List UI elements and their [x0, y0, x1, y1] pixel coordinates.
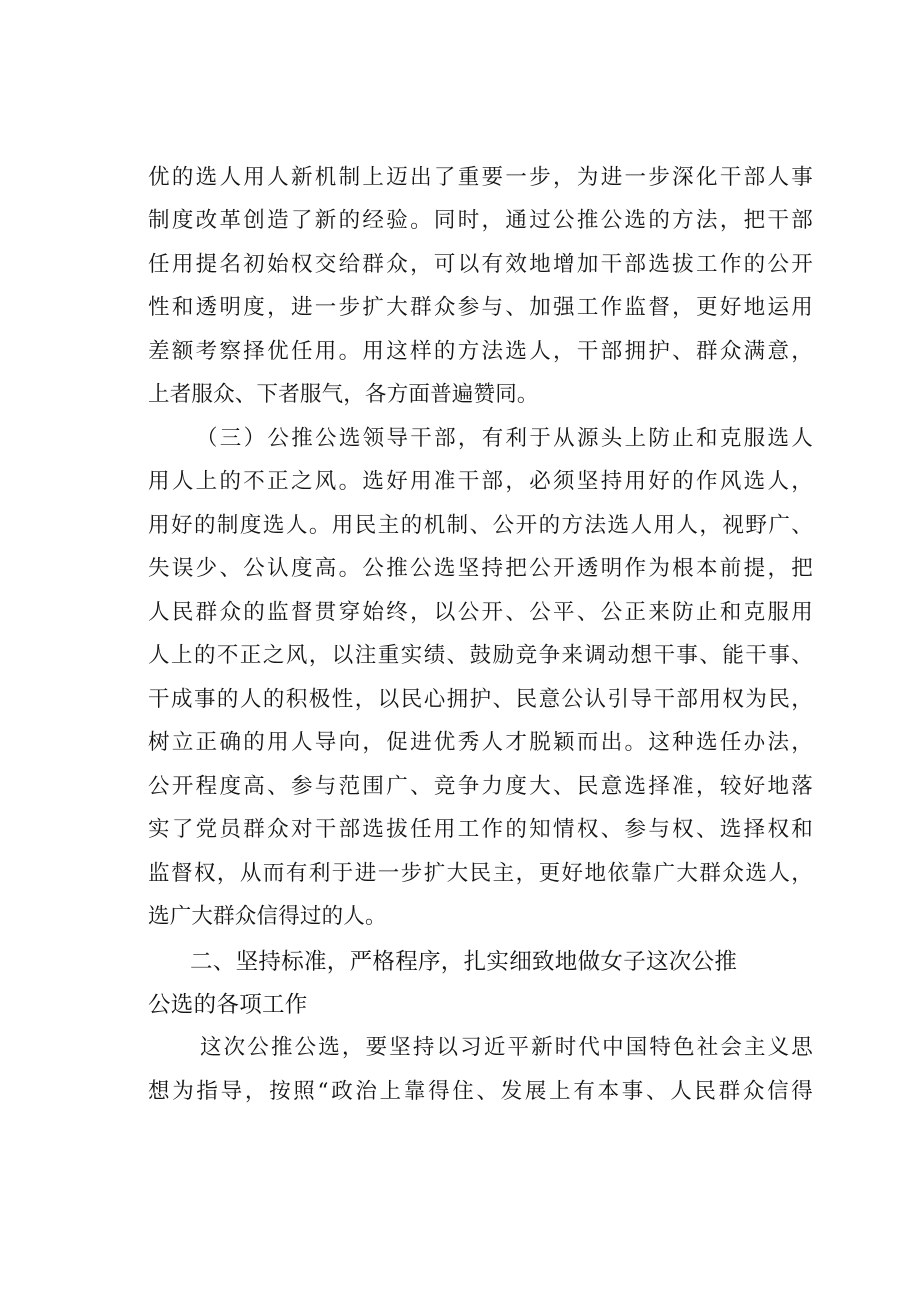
body-line: 树立正确的用人导向，促进优秀人才脱颖而出。这种选任办法，	[148, 730, 813, 755]
body-line: 优的选人用人新机制上迈出了重要一步，为进一步深化干部人事	[148, 165, 813, 190]
body-line: 用好的制度选人。用民主的机制、公开的方法选人用人，视野广、	[148, 513, 813, 538]
body-line: 人民群众的监督贯穿始终，以公开、公平、公正来防止和克服用	[148, 600, 813, 625]
body-line: 想为指导，按照“政治上靠得住、发展上有本事、人民群众信得	[148, 1079, 813, 1104]
body-line: 实了党员群众对干部选拔任用工作的知情权、参与权、选择权和	[148, 817, 813, 842]
body-line: 用人上的不正之风。选好用准干部，必须坚持用好的作风选人，	[148, 469, 813, 494]
body-line: 失误少、公认度高。公推公选坚持把公开透明作为根本前提，把	[148, 556, 813, 581]
section-heading: 二、坚持标准，严格程序，扎实细致地做女子这次公推	[190, 949, 738, 975]
subsection-line: （三）公推公选领导干部，有利于从源头上防止和克服选人	[196, 426, 813, 451]
body-line: 干成事的人的积极性，以民心拥护、民意公认引导干部用权为民，	[148, 687, 813, 712]
body-line: 上者服众、下者服气，各方面普遍赞同。	[148, 382, 539, 407]
body-line: 公开程度高、参与范围广、竞争力度大、民意选择准，较好地落	[148, 774, 813, 799]
body-line: 制度改革创造了新的经验。同时，通过公推公选的方法，把干部	[148, 208, 813, 233]
body-line: 监督权，从而有利于进一步扩大民主，更好地依靠广大群众选人，	[148, 861, 813, 886]
body-line: 性和透明度，进一步扩大群众参与、加强工作监督，更好地运用	[148, 295, 813, 320]
body-line: 差额考察择优任用。用这样的方法选人，干部拥护、群众满意，	[148, 339, 813, 364]
body-line: 选广大群众信得过的人。	[148, 904, 387, 929]
body-line: 这次公推公选，要坚持以习近平新时代中国特色社会主义思	[200, 1035, 813, 1060]
body-line: 任用提名初始权交给群众，可以有效地增加干部选拔工作的公开	[148, 252, 813, 277]
section-heading-cont: 公选的各项工作	[148, 992, 308, 1018]
body-line: 人上的不正之风，以注重实绩、鼓励竞争来调动想干事、能干事、	[148, 643, 813, 668]
